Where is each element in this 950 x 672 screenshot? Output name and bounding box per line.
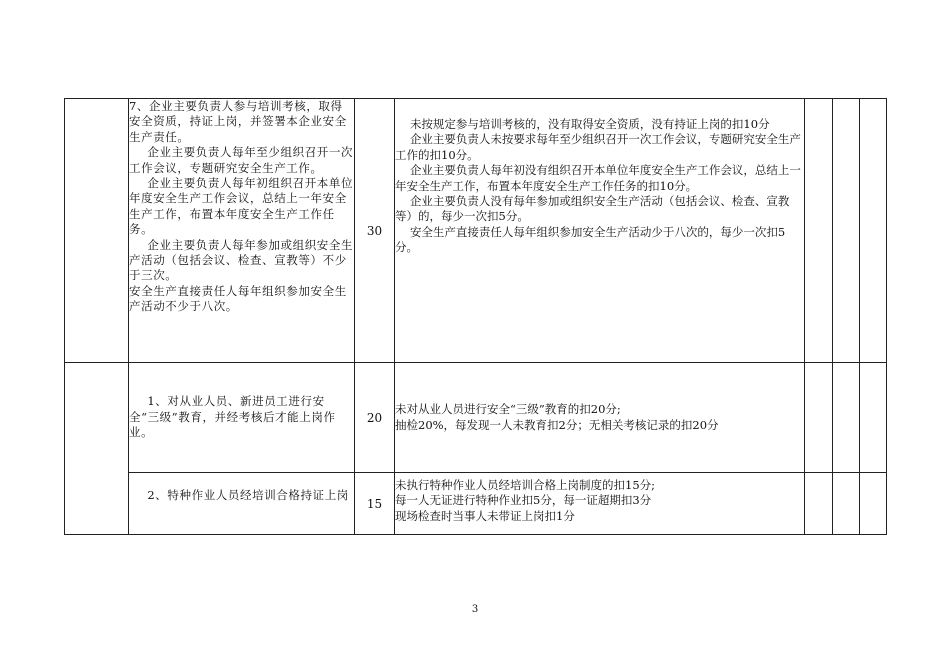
empty-cell bbox=[805, 99, 833, 363]
category-cell bbox=[65, 99, 129, 363]
empty-cell bbox=[805, 473, 833, 535]
empty-cell bbox=[860, 473, 887, 535]
deduction-text: 未执行特种作业人员经培训合格上岗制度的扣15分; bbox=[395, 478, 656, 492]
empty-cell bbox=[860, 363, 887, 473]
table-row bbox=[65, 473, 887, 535]
page-number: 3 bbox=[471, 604, 479, 615]
empty-cell bbox=[833, 363, 860, 473]
deduction-text: 每一人无证进行特种作业扣5分，每一证超期扣3分 bbox=[395, 493, 652, 508]
empty-cell bbox=[860, 99, 887, 363]
scoring-table bbox=[64, 98, 887, 535]
category-cell bbox=[65, 363, 129, 535]
score-cell: 15 bbox=[355, 473, 395, 535]
requirement-text: 企业主要负责人每年初组织召开本单位年度安全生产工作会议，总结上一年安全生产工作，布置本年度安全生产工作任务。 bbox=[129, 176, 354, 237]
empty-cell bbox=[833, 99, 860, 363]
table-row bbox=[65, 99, 887, 363]
requirement-cell bbox=[129, 363, 355, 473]
score-cell: 20 bbox=[355, 363, 395, 473]
deduction-text: 现场检查时当事人未带证上岗扣1分 bbox=[395, 508, 575, 523]
deduction-text: 未按规定参与培训考核的，没有取得安全资质，没有持证上岗的扣10分 bbox=[409, 117, 770, 131]
requirement-text: 1、对从业人员、新进员工进行安全“三级”教育，并经考核后才能上岗作业。 bbox=[129, 394, 336, 440]
deduction-cell bbox=[395, 363, 805, 473]
requirement-text: 企业主要负责人每年参加或组织安全生产活动（包括会议、检查、宣教等）不少于三次。 bbox=[129, 237, 354, 283]
score-cell: 30 bbox=[355, 99, 395, 363]
deduction-text: 企业主要负责人未按要求每年至少组织召开一次工作会议，专题研究安全生产工作的扣10分。 bbox=[395, 132, 801, 162]
deduction-text: 企业主要负责人没有每年参加或组织安全生产活动（包括会议、检查、宣教等）的，每少一次扣5分。 bbox=[395, 194, 790, 224]
deduction-cell bbox=[395, 99, 805, 363]
deduction-cell bbox=[395, 473, 805, 535]
deduction-text: 企业主要负责人每年初没有组织召开本单位年度安全生产工作会议，总结上一年安全生产工作，布置本年度安全生产工作任务的扣10分。 bbox=[395, 163, 801, 193]
table-row bbox=[65, 363, 887, 473]
requirement-text: 企业主要负责人每年至少组织召开一次工作会议，专题研究安全生产工作。 bbox=[129, 145, 354, 175]
deduction-text: 未对从业人员进行安全“三级”教育的扣20分; bbox=[395, 402, 621, 417]
requirement-text: 2、特种作业人员经培训合格持证上岗 bbox=[147, 488, 349, 502]
requirement-cell bbox=[129, 99, 355, 363]
deduction-text: 安全生产直接责任人每年组织参加安全生产活动少于八次的，每少一次扣5分。 bbox=[395, 224, 786, 255]
requirement-text: 安全生产直接责任人每年组织参加安全生产活动不少于八次。 bbox=[129, 283, 347, 314]
requirement-cell bbox=[129, 473, 355, 535]
empty-cell bbox=[805, 363, 833, 473]
deduction-text: 抽检20%，每发现一人未教育扣2分；无相关考核记录的扣20分 bbox=[395, 417, 719, 432]
empty-cell bbox=[833, 473, 860, 535]
requirement-text: 7、企业主要负责人参与培训考核，取得安全资质，持证上岗，并签署本企业安全生产责任。 bbox=[129, 99, 347, 144]
